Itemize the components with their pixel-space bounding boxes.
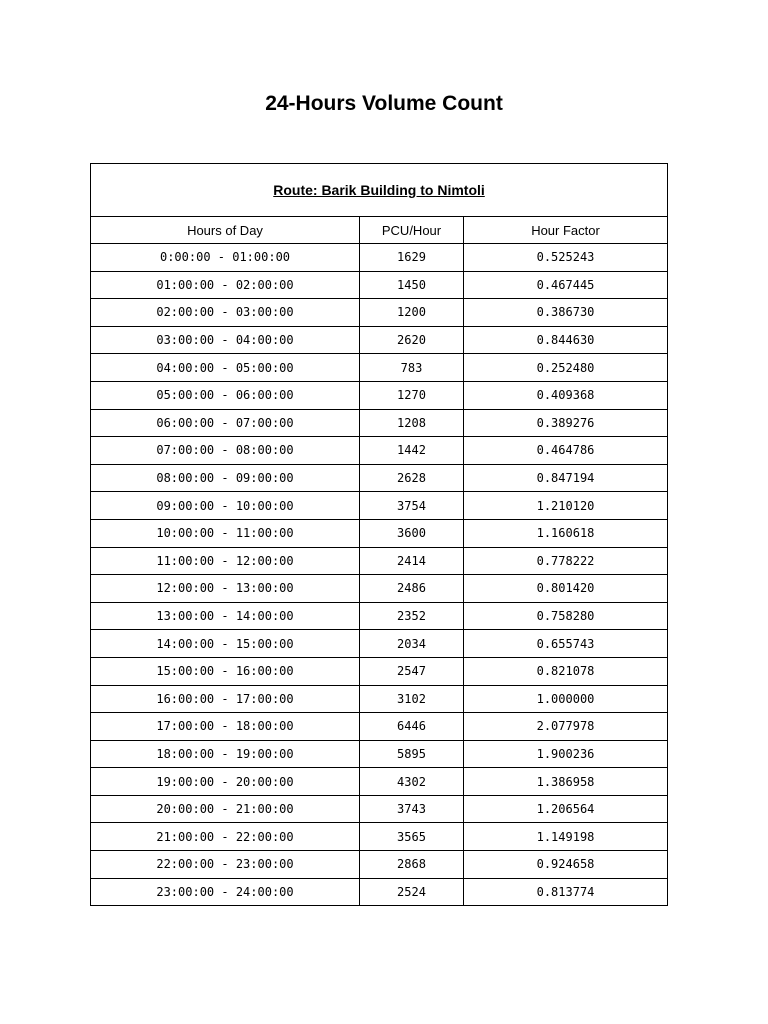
hour-factor-cell: 0.389276: [464, 409, 668, 437]
table-row: [91, 409, 668, 437]
table-row: [91, 657, 668, 685]
pcu-cell: 3565: [360, 823, 464, 851]
hours-cell: 23:00:00 - 24:00:00: [91, 878, 360, 906]
hours-cell: 19:00:00 - 20:00:00: [91, 768, 360, 796]
table-row: [91, 354, 668, 382]
pcu-cell: 1450: [360, 271, 464, 299]
table-row: [91, 768, 668, 796]
pcu-cell: 1270: [360, 381, 464, 409]
header-hours-of-day: Hours of Day: [91, 217, 360, 244]
hours-cell: 20:00:00 - 21:00:00: [91, 795, 360, 823]
hour-factor-cell: 0.924658: [464, 851, 668, 879]
table-row: [91, 575, 668, 603]
pcu-cell: 2547: [360, 657, 464, 685]
pcu-cell: 3754: [360, 492, 464, 520]
hour-factor-cell: 1.000000: [464, 685, 668, 713]
pcu-cell: 2414: [360, 547, 464, 575]
hour-factor-cell: 1.386958: [464, 768, 668, 796]
hour-factor-cell: 0.467445: [464, 271, 668, 299]
table-row: [91, 492, 668, 520]
hour-factor-cell: 0.758280: [464, 602, 668, 630]
pcu-cell: 2486: [360, 575, 464, 603]
hours-cell: 14:00:00 - 15:00:00: [91, 630, 360, 658]
table-row: [91, 547, 668, 575]
hours-cell: 10:00:00 - 11:00:00: [91, 519, 360, 547]
pcu-cell: 3102: [360, 685, 464, 713]
header-hour-factor: Hour Factor: [464, 217, 668, 244]
table-row: [91, 630, 668, 658]
hours-cell: 02:00:00 - 03:00:00: [91, 299, 360, 327]
header-row: [91, 217, 668, 244]
volume-count-table: [90, 163, 668, 906]
table-row: [91, 437, 668, 465]
pcu-cell: 1442: [360, 437, 464, 465]
table-row: [91, 602, 668, 630]
hours-cell: 11:00:00 - 12:00:00: [91, 547, 360, 575]
hour-factor-cell: 0.464786: [464, 437, 668, 465]
hour-factor-cell: 1.149198: [464, 823, 668, 851]
hour-factor-cell: 0.525243: [464, 244, 668, 272]
pcu-cell: 1208: [360, 409, 464, 437]
pcu-cell: 2524: [360, 878, 464, 906]
pcu-cell: 1200: [360, 299, 464, 327]
hours-cell: 13:00:00 - 14:00:00: [91, 602, 360, 630]
hours-cell: 06:00:00 - 07:00:00: [91, 409, 360, 437]
pcu-cell: 5895: [360, 740, 464, 768]
table-row: [91, 740, 668, 768]
table-row: [91, 299, 668, 327]
hours-cell: 17:00:00 - 18:00:00: [91, 713, 360, 741]
page-title: 24-Hours Volume Count: [265, 92, 503, 115]
hour-factor-cell: 0.386730: [464, 299, 668, 327]
table-row: [91, 519, 668, 547]
hours-cell: 15:00:00 - 16:00:00: [91, 657, 360, 685]
table-row: [91, 381, 668, 409]
hours-cell: 04:00:00 - 05:00:00: [91, 354, 360, 382]
hour-factor-cell: 1.210120: [464, 492, 668, 520]
table-row: [91, 244, 668, 272]
pcu-cell: 2620: [360, 326, 464, 354]
pcu-cell: 2628: [360, 464, 464, 492]
hours-cell: 0:00:00 - 01:00:00: [91, 244, 360, 272]
hours-cell: 18:00:00 - 19:00:00: [91, 740, 360, 768]
hour-factor-cell: 0.813774: [464, 878, 668, 906]
pcu-cell: 2352: [360, 602, 464, 630]
route-row: [91, 164, 668, 217]
pcu-cell: 4302: [360, 768, 464, 796]
hour-factor-cell: 0.847194: [464, 464, 668, 492]
table-row: [91, 851, 668, 879]
pcu-cell: 2868: [360, 851, 464, 879]
pcu-cell: 783: [360, 354, 464, 382]
table-row: [91, 713, 668, 741]
hour-factor-cell: 1.900236: [464, 740, 668, 768]
hours-cell: 22:00:00 - 23:00:00: [91, 851, 360, 879]
table-row: [91, 878, 668, 906]
table-row: [91, 271, 668, 299]
table-row: [91, 685, 668, 713]
hour-factor-cell: 0.655743: [464, 630, 668, 658]
hours-cell: 01:00:00 - 02:00:00: [91, 271, 360, 299]
table-body: [91, 244, 668, 906]
hour-factor-cell: 0.252480: [464, 354, 668, 382]
pcu-cell: 3600: [360, 519, 464, 547]
table-row: [91, 823, 668, 851]
hours-cell: 16:00:00 - 17:00:00: [91, 685, 360, 713]
hours-cell: 21:00:00 - 22:00:00: [91, 823, 360, 851]
header-pcu-per-hour: PCU/Hour: [360, 217, 464, 244]
pcu-cell: 3743: [360, 795, 464, 823]
pcu-cell: 6446: [360, 713, 464, 741]
table-row: [91, 326, 668, 354]
hour-factor-cell: 0.844630: [464, 326, 668, 354]
table-row: [91, 464, 668, 492]
pcu-cell: 1629: [360, 244, 464, 272]
hours-cell: 12:00:00 - 13:00:00: [91, 575, 360, 603]
hours-cell: 09:00:00 - 10:00:00: [91, 492, 360, 520]
pcu-cell: 2034: [360, 630, 464, 658]
route-cell: [91, 164, 668, 217]
hour-factor-cell: 0.778222: [464, 547, 668, 575]
hours-cell: 08:00:00 - 09:00:00: [91, 464, 360, 492]
hours-cell: 03:00:00 - 04:00:00: [91, 326, 360, 354]
hour-factor-cell: 1.160618: [464, 519, 668, 547]
hour-factor-cell: 0.801420: [464, 575, 668, 603]
hours-cell: 05:00:00 - 06:00:00: [91, 381, 360, 409]
hours-cell: 07:00:00 - 08:00:00: [91, 437, 360, 465]
hour-factor-cell: 1.206564: [464, 795, 668, 823]
hour-factor-cell: 2.077978: [464, 713, 668, 741]
hour-factor-cell: 0.409368: [464, 381, 668, 409]
table-row: [91, 795, 668, 823]
hour-factor-cell: 0.821078: [464, 657, 668, 685]
route-label: Route: Barik Building to Nimtoli: [273, 182, 485, 198]
